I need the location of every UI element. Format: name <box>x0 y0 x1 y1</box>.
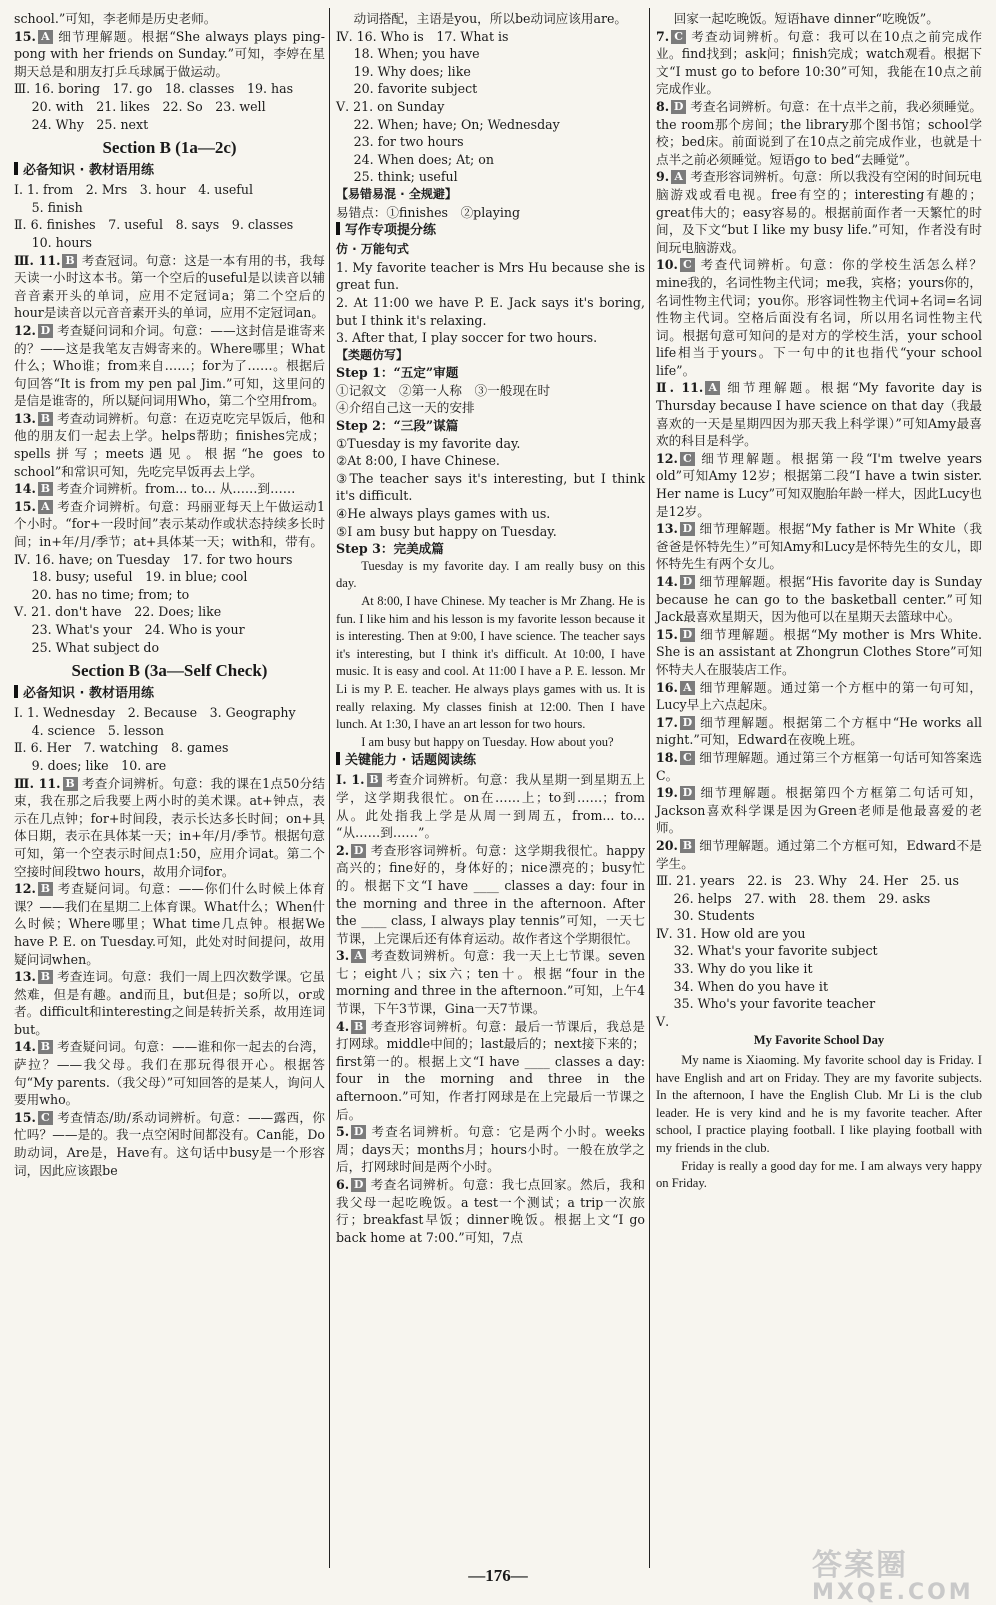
answer-line <box>336 294 645 329</box>
col3-essay <box>656 1052 982 1193</box>
answer-badge: C <box>680 751 695 765</box>
subsection-bar: 关键能力 · 话题阅读练 <box>336 752 645 770</box>
answer-badge: A <box>671 170 686 184</box>
column-right <box>650 8 986 1568</box>
answer-text: 考查名词辨析。句意：我七点回家。然后，我和我父母一起吃晚饭。a test一个测试；a trip一次旅行；breakfast早饭；dinner晚饭。根据上文“I go back home at 7:00.”可知，7点 <box>336 1177 645 1245</box>
answer-text: ①记叙文 ②第一人称 ③一般现在时 <box>336 382 551 398</box>
answer-item <box>14 968 325 1038</box>
question-number: 13. <box>14 969 36 985</box>
answer-line <box>656 10 982 28</box>
question-number: 15. <box>14 1109 36 1125</box>
answer-line <box>336 28 645 46</box>
answer-badge: D <box>680 716 695 730</box>
answer-line <box>656 995 982 1013</box>
answer-text: Ⅳ. 16. Who is 17. What is <box>336 28 509 44</box>
answer-badge: D <box>680 522 695 536</box>
essay-paragraph: Friday is really a good day for me. I am always very happy on Friday. <box>656 1158 982 1191</box>
answer-item <box>656 450 982 520</box>
col2-block4 <box>336 771 645 1246</box>
answer-line <box>336 364 645 382</box>
subsection-bar: 写作专项提分练 <box>336 222 645 240</box>
answer-badge: A <box>38 500 53 514</box>
answer-item <box>14 880 325 968</box>
question-number: 12. <box>14 322 36 338</box>
question-number: 20. <box>656 837 678 853</box>
answer-line <box>336 168 645 186</box>
answer-text: Ⅰ. 1. from 2. Mrs 3. hour 4. useful <box>14 182 254 198</box>
answer-line <box>14 757 325 775</box>
answer-text: 考查介词辨析。句意：玛丽亚每天上午做运动1个小时。“for+一段时间”表示某动作或状态持续多长时间；in+年/月/季节；at+具体某一天；with和，带有。 <box>14 498 325 550</box>
answer-line <box>656 890 982 908</box>
answer-badge: B <box>62 254 77 268</box>
answer-badge: D <box>680 575 695 589</box>
answer-badge: C <box>671 30 686 44</box>
answer-line <box>336 417 645 435</box>
answer-item <box>14 410 325 480</box>
answer-badge: A <box>705 381 720 395</box>
answer-text: 考查名词辨析。句意：它是两个小时。weeks周；days天；months月；hours小时。一般在放学之后，打网球时间是两个小时。 <box>336 1124 645 1175</box>
answer-text: 2. At 11:00 we have P. E. Jack says it's boring, but I think it's relaxing. <box>336 294 645 328</box>
answer-text: ①Tuesday is my favorite day. <box>336 435 521 451</box>
answer-badge: C <box>680 452 695 466</box>
answer-text: 20. has no time; from; to <box>31 586 190 602</box>
answer-text: 4. science 5. lesson <box>31 722 164 738</box>
answer-line <box>14 551 325 569</box>
answer-item <box>336 771 645 841</box>
answer-text: 考查动词辨析。句意：在迈克吃完早饭后，他和他的朋友们一起去上学。helps帮助；finishes完成；spells拼写；meets遇见。根据“he goes to school”和常识可知，先吃完早饭再去上学。 <box>14 410 325 479</box>
answer-text: 9. does; like 10. are <box>31 757 167 773</box>
answer-item <box>656 749 982 784</box>
answer-text: 26. helps 27. with 28. them 29. asks <box>673 890 931 906</box>
answer-item <box>656 98 982 168</box>
answer-text: Ⅲ. 21. years 22. is 23. Why 24. Her 25. us <box>656 873 959 889</box>
answer-text: Ⅳ. 16. have; on Tuesday 17. for two hours <box>14 551 293 567</box>
column-middle <box>330 8 650 1568</box>
question-number: 14. <box>656 574 678 589</box>
essay-paragraph: I am busy but happy on Tuesday. How about you? <box>361 734 614 749</box>
answer-line <box>656 960 982 978</box>
answer-item <box>336 842 645 948</box>
answer-line <box>336 259 645 294</box>
answer-item <box>656 626 982 679</box>
answer-text: Ⅴ. 21. on Sunday <box>336 98 445 114</box>
answer-line <box>14 181 325 199</box>
answer-text: 3. After that, I play soccer for two hours. <box>336 330 598 346</box>
answer-text: ⑤I am busy but happy on Tuesday. <box>336 523 557 539</box>
answer-badge: D <box>671 100 686 114</box>
answer-line <box>336 116 645 134</box>
answer-line <box>656 1013 982 1031</box>
answer-text: Ⅲ. 16. boring 17. go 18. classes 19. has <box>14 81 294 97</box>
answer-item <box>336 1018 645 1124</box>
answer-text: Ⅴ. 21. don't have 22. Does; like <box>14 604 222 620</box>
answer-badge: B <box>63 777 78 791</box>
question-number: 6. <box>336 1177 350 1192</box>
essay-paragraph: Tuesday is my favorite day. I am really busy on this day. <box>336 558 645 591</box>
answer-badge: C <box>38 1111 53 1125</box>
answer-line <box>336 435 645 453</box>
answer-text: 18. busy; useful 19. in blue; cool <box>31 569 248 585</box>
answer-line <box>336 505 645 523</box>
answer-line <box>336 98 645 116</box>
col2-block2 <box>336 259 645 347</box>
answer-text: 细节理解题。根据“My father is Mr White（我爸爸是怀特先生）”可知Amy和Lucy是怀特先生的女儿，即怀特先生有两个女儿。 <box>656 521 982 572</box>
answer-text: 回家一起吃晚饭。短语have dinner“吃晚饭”。 <box>673 11 939 26</box>
answer-text: 考查介词辨析。from... to... 从……到…… <box>56 481 296 497</box>
answer-item <box>656 573 982 626</box>
answer-text: 18. When; you have <box>353 46 480 62</box>
answer-text: 细节理解题。根据第一段“I'm twelve years old”可知Amy 12岁；根据第二段“I have a twin sister. Her name is Lucy”可知双胞胎年龄一样大，因此Lucy也是12岁。 <box>656 450 983 519</box>
page-number: —176— <box>468 1566 528 1585</box>
question-number: 19. <box>656 785 678 801</box>
answer-badge: A <box>38 30 53 44</box>
question-number: 15. <box>14 28 36 44</box>
section-heading: Section B (1a—2c) <box>102 138 237 158</box>
answer-text: 考查介词辨析。句意：我的课在1点50分结束，我在那之后我要上两小时的美术课。at+钟点，表示在几点钟；for+时间段，表示长达多长时间；on+具体日期，表示在具体某一天；in+年/月/季节。根据句意可知，第一个空表示时间点1:50，应用介词at。第二个空接时间段two hours，故用介词for。 <box>14 775 325 879</box>
answer-text: 25. think; useful <box>353 169 458 185</box>
answer-badge: B <box>38 412 53 426</box>
answer-text: ②At 8:00, I have Chinese. <box>336 453 500 469</box>
answer-line <box>656 872 982 890</box>
answer-text: 细节理解题。根据第二个方框中“He works all night.”可知，Edward在夜晚上班。 <box>656 714 982 748</box>
answer-text: 细节理解题。通过第二个方框可知，Edward不是学生。 <box>656 837 982 871</box>
watermark-line2: MXQE.COM <box>812 1580 974 1605</box>
answer-badge: A <box>351 949 366 963</box>
answer-text: 5. finish <box>31 199 83 215</box>
answer-text: 细节理解题。根据“She always plays ping-pong with her friends on Sunday.”可知，李婷在星期天总是和朋友打乒乓球属于做运动。 <box>14 28 325 79</box>
answer-line <box>14 199 325 217</box>
answer-line <box>14 234 325 252</box>
question-number: 15. <box>656 626 678 642</box>
answer-text: 考查名词辨析。句意：在十点半之前，我必须睡觉。the room那个房间；the library那个图书馆；school学校；bed床。前面说到了在10点之前完成作业，也就是十点半之前必须睡觉。短语go to bed“去睡觉”。 <box>656 98 982 167</box>
question-number: 13. <box>656 521 678 537</box>
answer-item <box>656 168 982 256</box>
answer-badge: D <box>351 1125 366 1139</box>
question-number: 18. <box>656 749 678 765</box>
answer-line <box>14 704 325 722</box>
answer-item <box>14 252 325 322</box>
question-number: Ⅲ. 11. <box>14 252 61 268</box>
answer-text: Ⅳ. 31. How old are you <box>656 925 806 941</box>
answer-badge: B <box>38 970 53 984</box>
answer-badge: B <box>351 1020 366 1034</box>
subsection-bar: 必备知识 · 教材语用练 <box>14 162 325 180</box>
answer-badge: B <box>680 839 695 853</box>
col1-block3 <box>14 704 325 1179</box>
question-number: 9. <box>656 169 670 185</box>
answer-text: 10. hours <box>31 234 92 250</box>
answer-page <box>10 8 986 1568</box>
answer-text: 细节理解题。根据“My mother is Mrs White. She is an assistant at Zhongrun Clothes Store”可知怀特夫人在服装店工作。 <box>656 626 982 677</box>
col2-block1 <box>336 10 645 186</box>
column-left <box>10 8 330 1568</box>
question-number: Ⅱ. 11. <box>656 380 704 396</box>
answer-item <box>14 775 325 881</box>
essay-title: My Favorite School Day <box>753 1033 885 1048</box>
answer-text: Step 3：完美成篇 <box>336 541 444 557</box>
watermark-line1: 答案圈 <box>812 1548 908 1583</box>
question-number: Ⅲ. 11. <box>14 775 61 791</box>
answer-item <box>14 480 325 498</box>
answer-text: 细节理解题。根据“His favorite day is Sunday because he can go to the basketball center.”可知Jack最喜欢星期天，因为他可以在星期天去篮球中心。 <box>656 574 982 625</box>
answer-line <box>14 98 325 116</box>
answer-line <box>14 621 325 639</box>
essay-paragraph: My name is Xiaoming. My favorite school day is Friday. I have English and art on Friday. They are my favorite subjects. In the afternoon, I have the English Club. Mr Li is the club leader. He is very kind and he is my favorite teacher. After school, I practice playing football. I like playing football with my friends in the club. <box>656 1053 982 1155</box>
answer-badge: B <box>38 482 53 496</box>
question-number: 17. <box>656 714 678 730</box>
answer-text: 考查疑问词。句意：——谁和你一起去的台湾，萨拉？——我父母。我们在那玩得很开心。根据答句“My parents.（我父母）”可知回答的是某人，询问人要用who。 <box>14 1039 325 1108</box>
question-number: 4. <box>336 1018 350 1034</box>
answer-text: 考查形容词辨析。句意：所以我没有空闲的时间玩电脑游戏或看电视。free有空的；interesting有趣的；great伟大的；easy容易的。根据前面作者一天繁忙的时间，及下文“but I like my busy life.”可知，作者没有时间玩电脑游戏。 <box>656 169 982 255</box>
answer-text: 33. Why do you like it <box>673 961 813 977</box>
answer-text: 23. What's your 24. Who is your <box>31 622 245 637</box>
answer-line <box>336 523 645 541</box>
answer-badge: C <box>680 258 695 272</box>
answer-text: ④介绍自己这一天的安排 <box>336 400 475 416</box>
answer-text: 19. Why does; like <box>353 63 471 79</box>
answer-line <box>14 639 325 657</box>
answer-text: 考查疑问词。句意：——你们什么时候上体育课？——我们在星期二上体育课。What什么；When什么时候；Where哪里；What time几点钟。根据We have P. E. on Tuesday.可知，此处对时间提问，故用疑问词when。 <box>14 881 325 967</box>
answer-item <box>656 520 982 573</box>
question-number: 12. <box>14 881 36 897</box>
answer-line <box>14 116 325 134</box>
answer-text: 32. What's your favorite subject <box>673 943 878 959</box>
answer-badge: B <box>38 1040 53 1054</box>
answer-badge: D <box>680 786 695 800</box>
answer-text: Step 2：“三段”谋篇 <box>336 418 459 434</box>
answer-text: 22. When; have; On; Wednesday <box>353 116 560 132</box>
answer-line <box>336 329 645 347</box>
answer-line <box>336 470 645 505</box>
answer-text: 34. When do you have it <box>673 978 829 994</box>
answer-badge: D <box>351 1178 366 1192</box>
answer-text: 考查介词辨析。句意：我从星期一到星期五上学，这学期我很忙。on在……上；to到……；from从。此处指我上学是从周一到周五，from... to... “从……到……”。 <box>336 772 646 841</box>
question-number: 13. <box>14 410 36 426</box>
answer-line <box>14 80 325 98</box>
question-number: 10. <box>656 257 678 273</box>
answer-text: 细节理解题。根据“My favorite day is Thursday because I have science on that day（我最喜欢的一天是星期四因为那天我上科学课）”可知Amy最喜欢的科目是科学。 <box>656 380 982 449</box>
answer-line <box>14 568 325 586</box>
answer-line <box>656 925 982 943</box>
question-number: 5. <box>336 1124 350 1140</box>
question-number: 3. <box>336 948 350 964</box>
answer-item <box>656 714 982 749</box>
answer-item <box>14 322 325 410</box>
tip-tag: 【易错易混 · 全规避】 <box>336 186 457 201</box>
question-number: 7. <box>656 28 670 44</box>
answer-badge: D <box>351 844 366 858</box>
answer-item <box>656 379 982 449</box>
answer-text: 考查数词辨析。句意：我一天上七节课。seven七；eight八；six六；ten十。根据“four in the morning and three in the afternoon.”可知，上午4节课，下午3节课，Gina一天7节课。 <box>336 948 645 1017</box>
answer-line <box>336 151 645 169</box>
question-number: 2. <box>336 842 350 858</box>
answer-text: Ⅱ. 6. Her 7. watching 8. games <box>14 740 229 756</box>
answer-line <box>336 80 645 98</box>
answer-badge: D <box>38 324 53 338</box>
answer-text: 考查连词。句意：我们一周上四次数学课。它虽然难，但是有趣。and而且，but但是；so所以，or或者。difficult和interesting之间是转折关系，故用连词but。 <box>14 969 325 1037</box>
answer-text: 35. Who's your favorite teacher <box>673 996 876 1012</box>
answer-text: ③The teacher says it's interesting, but I think it's difficult. <box>336 470 645 504</box>
answer-item <box>14 498 325 551</box>
answer-badge: B <box>38 882 53 896</box>
answer-item <box>656 28 982 98</box>
answer-item <box>656 256 982 379</box>
answer-item <box>336 1123 645 1176</box>
question-number: 8. <box>656 98 670 114</box>
answer-text: 考查代词辨析。句意：你的学校生活怎么样？mine我的，名词性物主代词；me我，宾格；yours你的，名词性物主代词；you你。形容词性物主代词+名词=名词性物主代词。空格后面没有名词，所以用名词性物主代词。根据句意可知问的是对方的学校生活，your school life相当于yours。下一句中的it也指代“your school life”。 <box>656 257 982 378</box>
answer-line <box>336 399 645 417</box>
answer-text: ④He always plays games with us. <box>336 506 551 522</box>
answer-line <box>336 133 645 151</box>
answer-text: 考查动词辨析。句意：我可以在10点之前完成作业。find找到；ask问；finish完成；watch观看。根据下文“I must go to before 10:30”可知，我能在10点之前完成作业。 <box>656 28 982 97</box>
answer-line <box>14 10 325 28</box>
answer-item <box>656 784 982 837</box>
tip-tag: 【类题仿写】 <box>336 347 409 362</box>
question-number: 14. <box>14 481 36 497</box>
answer-line <box>656 942 982 960</box>
answer-line <box>336 382 645 400</box>
answer-text: 25. What subject do <box>31 639 160 655</box>
answer-text: 30. Students <box>673 908 755 924</box>
answer-text: 细节理解题。通过第一个方框中的第一句可知，Lucy早上六点起床。 <box>656 679 982 713</box>
answer-text: 考查冠词。句意：这是一本有用的书，我每天读一小时这本书。第一个空后的useful是以读音以辅音音素开头的单词，应用不定冠词a；第二个空后的hour是读音以元音音素开头的单词，应用不定冠词an。 <box>14 252 326 321</box>
answer-line <box>14 739 325 757</box>
col3-block1 <box>656 10 982 1030</box>
answer-badge: D <box>680 628 695 642</box>
col1-block1 <box>14 10 325 133</box>
col1-block2 <box>14 181 325 656</box>
error-points: 易错点：①finishes ②playing <box>336 204 521 220</box>
answer-text: school.”可知，李老师是历史老师。 <box>14 11 217 26</box>
answer-item <box>14 1038 325 1108</box>
answer-line <box>336 10 645 28</box>
answer-item <box>336 1176 645 1246</box>
essay-paragraph: At 8:00, I have Chinese. My teacher is Mr Zhang. He is fun. I like him and his lesson is my favorite lesson because it is interesting. Then at 9:00, I have science. The teacher says it's interesting, but I think it's difficult. At 10:00, I have music. It is easy and cool. At 11:00 I have a P. E. lesson. Mr Li is my P. E. teacher. He always plays games with us. It is really relaxing. My classes finish at 12:00. Then I have lunch. At 1:30, I have an art lesson for two hours. <box>336 594 645 732</box>
answer-text: 20. with 21. likes 22. So 23. well <box>31 98 266 114</box>
answer-text: 1. My favorite teacher is Mrs Hu because she is great fun. <box>336 259 645 293</box>
answer-text: Ⅴ. <box>656 1013 670 1029</box>
answer-text: Ⅱ. 6. finishes 7. useful 8. says 9. classes <box>14 217 294 233</box>
answer-item <box>656 679 982 714</box>
tip-tag: 仿 · 万能句式 <box>336 242 409 257</box>
answer-text: Step 1：“五定”审题 <box>336 365 459 381</box>
answer-item <box>14 1109 325 1179</box>
answer-line <box>656 978 982 996</box>
answer-line <box>336 63 645 81</box>
answer-text: 考查疑问词和介词。句意：——这封信是谁寄来的？——这是我笔友吉姆寄来的。Where哪里；What什么；Who谁；from来自……；for为了……。根据后句回答“It is from my pen pal Jim.”可知，这里问的是信是谁寄的，所以疑问词用Who，第二个空用from。 <box>14 322 325 409</box>
watermark-logo <box>812 1540 982 1605</box>
answer-line <box>14 586 325 604</box>
answer-line <box>336 452 645 470</box>
answer-text: 考查形容词辨析。句意：这学期我很忙。happy高兴的；fine好的，身体好的；nice漂亮的；busy忙的。根据下文“I have ____ classes a day: four in the morning and three in the afternoon. After the ____ class, I always play tennis”可知，一天七节课，上完课后还有体育运动。故作者这个学期很忙。 <box>336 842 645 946</box>
answer-item <box>14 28 325 81</box>
question-number: 15. <box>14 498 36 514</box>
answer-line <box>656 907 982 925</box>
answer-badge: B <box>367 773 382 787</box>
answer-line <box>336 45 645 63</box>
col2-block3 <box>336 364 645 558</box>
answer-text: 动词搭配，主语是you，所以be动词应该用are。 <box>353 11 628 26</box>
question-number: Ⅰ. 1. <box>336 772 365 788</box>
question-number: 12. <box>656 450 678 466</box>
answer-line <box>336 540 645 558</box>
question-number: 14. <box>14 1039 36 1055</box>
answer-text: 考查形容词辨析。句意：最后一节课后，我总是打网球。middle中间的；last最后的；next接下来的；first第一的。根据上文“I have ____ classes a day: four in the morning and three in the afternoon.”可知，作者打网球是在上完最后一节课之后。 <box>336 1018 645 1122</box>
answer-text: 细节理解题。通过第三个方框第一句话可知答案选C。 <box>656 749 982 783</box>
answer-text: 23. for two hours <box>353 134 464 150</box>
answer-line <box>14 603 325 621</box>
answer-item <box>656 837 982 872</box>
answer-text: Ⅰ. 1. Wednesday 2. Because 3. Geography <box>14 705 296 721</box>
answer-line <box>14 216 325 234</box>
answer-item <box>336 947 645 1017</box>
answer-text: 细节理解题。根据第四个方框第二句话可知，Jackson喜欢科学课是因为Green老师是他最喜爱的老师。 <box>656 785 982 836</box>
answer-badge: A <box>680 681 695 695</box>
answer-text: 考查情态/助/系动词辨析。句意：——露西，你忙吗？——是的。我一点空闲时间都没有。Can能，Do助动词，Are是，Have有。这句话中busy是一个形容词，因此应该跟be <box>14 1109 325 1178</box>
question-number: 16. <box>656 679 678 695</box>
answer-text: 24. When does; At; on <box>353 151 494 167</box>
answer-text: 24. Why 25. next <box>31 116 149 132</box>
answer-text: 20. favorite subject <box>353 81 478 97</box>
answer-line <box>14 722 325 740</box>
section-heading: Section B (3a—Self Check) <box>71 661 268 681</box>
col2-essay <box>336 558 645 752</box>
subsection-bar: 必备知识 · 教材语用练 <box>14 685 325 703</box>
